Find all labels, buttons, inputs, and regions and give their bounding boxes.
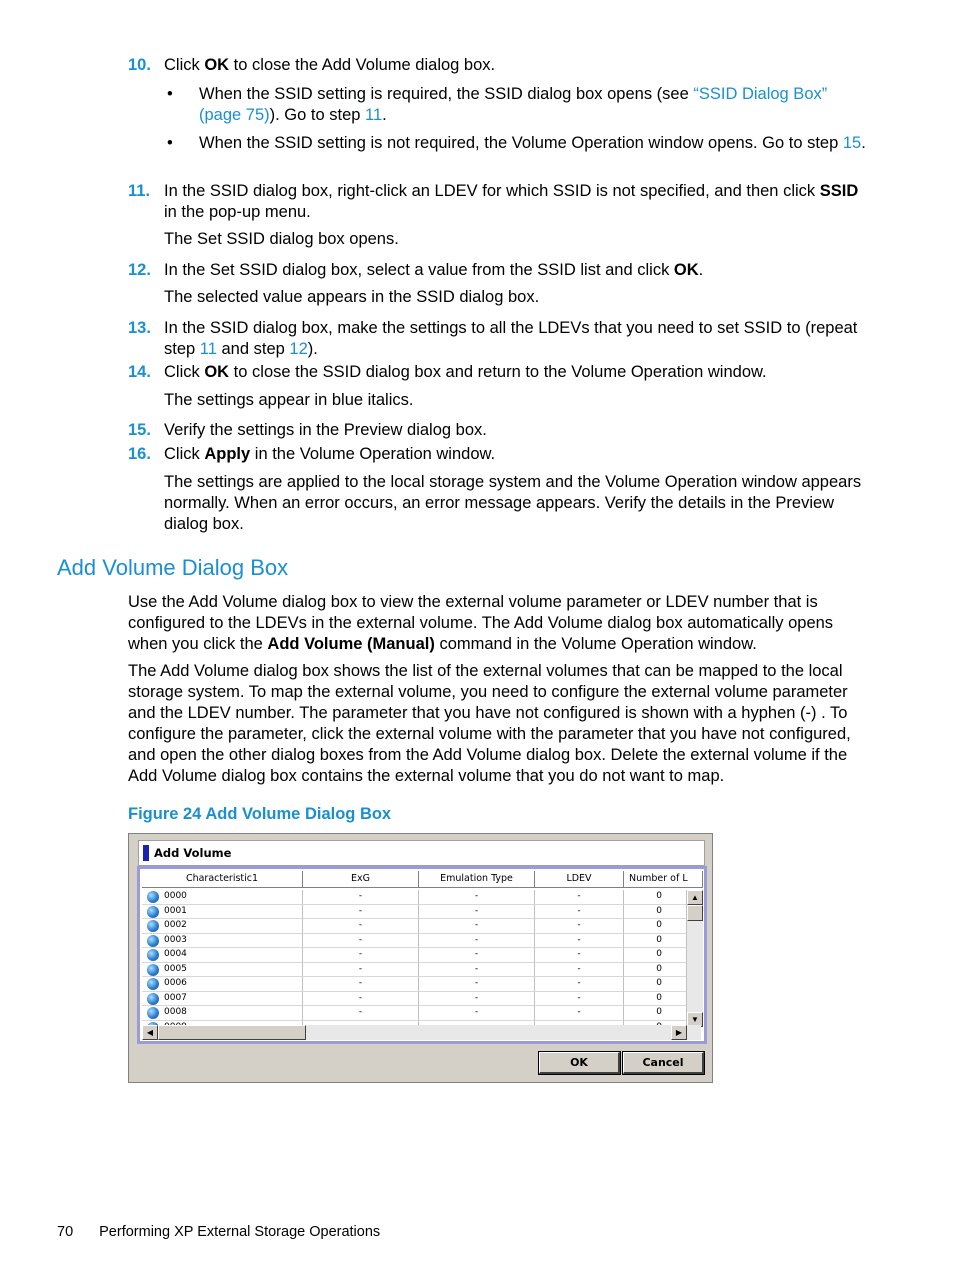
column-header[interactable]: Number of L <box>624 871 703 888</box>
horizontal-scrollbar[interactable] <box>142 1025 701 1040</box>
table-row[interactable] <box>142 992 703 1007</box>
dialog-title-bar <box>138 840 705 866</box>
cell-text: - <box>474 949 479 959</box>
cell-text: - <box>474 905 479 916</box>
cell-text: - <box>358 934 363 945</box>
scroll-right-icon[interactable]: ▶ <box>671 1025 687 1040</box>
step-number: 10. <box>128 56 151 74</box>
cell-text: 0 <box>656 1007 662 1017</box>
cell-text: - <box>577 891 581 901</box>
column-header[interactable]: Characteristic1 <box>142 871 303 888</box>
table-cell <box>142 905 303 920</box>
cell-text: - <box>358 891 363 901</box>
cell-text: 0006 <box>164 978 187 988</box>
step-text: In the SSID dialog box, make the settings to all the LDEVs that you need to set SSID to (repeat step 11 and step 12). <box>164 319 858 358</box>
table-cell <box>535 977 624 992</box>
table-cell <box>303 948 419 963</box>
cell-text: - <box>577 949 581 959</box>
cell-text: - <box>358 1007 363 1017</box>
cell-text: 0 <box>656 905 662 916</box>
step-number: 11. <box>128 182 151 200</box>
step-note: The selected value appears in the SSID dialog box. <box>164 288 540 306</box>
scroll-thumb[interactable] <box>158 1025 306 1040</box>
cell-text: 0 <box>656 978 662 988</box>
table-row[interactable] <box>142 963 703 978</box>
step-text: Verify the settings in the Preview dialog box. <box>164 421 487 439</box>
table-cell <box>419 890 535 905</box>
cell-text: - <box>577 963 581 974</box>
step-number: 13. <box>128 319 151 337</box>
step-number: 14. <box>128 363 151 381</box>
step-text: Click Apply in the Volume Operation window. <box>164 445 496 463</box>
cell-text: 0 <box>656 949 662 959</box>
step-number: 16. <box>128 445 151 463</box>
cancel-button[interactable]: Cancel <box>623 1052 704 1074</box>
table-cell <box>419 934 535 949</box>
vertical-scrollbar[interactable] <box>687 890 703 1027</box>
cell-text: - <box>358 963 363 974</box>
bullet-icon: • <box>167 134 173 152</box>
step-number: 12. <box>128 261 151 279</box>
figure-caption: Figure 24 Add Volume Dialog Box <box>128 805 392 823</box>
table-row[interactable] <box>142 1006 703 1021</box>
step-link[interactable]: 11 <box>365 106 383 124</box>
table-cell <box>624 992 687 1007</box>
table-row[interactable] <box>142 948 703 963</box>
table-cell <box>303 963 419 978</box>
volume-globe-icon <box>147 920 159 932</box>
page-footer <box>57 1222 380 1243</box>
cell-text: 0 <box>656 934 662 945</box>
column-header[interactable]: LDEV <box>535 871 624 888</box>
table-cell <box>303 1006 419 1021</box>
cell-text: - <box>358 978 363 988</box>
table-cell <box>419 919 535 934</box>
volume-table-frame <box>137 866 707 1044</box>
cell-text: - <box>577 1007 581 1017</box>
cell-text: - <box>474 1007 479 1017</box>
cell-text: 0004 <box>164 949 187 959</box>
volume-globe-icon <box>147 993 159 1005</box>
volume-globe-icon <box>147 964 159 976</box>
table-cell <box>624 948 687 963</box>
cell-text: - <box>474 934 479 945</box>
column-header[interactable]: Emulation Type <box>419 871 535 888</box>
table-cell <box>624 905 687 920</box>
table-cell <box>142 992 303 1007</box>
table-cell <box>624 963 687 978</box>
table-cell <box>419 1006 535 1021</box>
cell-text: - <box>577 934 581 945</box>
table-row[interactable] <box>142 890 703 905</box>
volume-globe-icon <box>147 935 159 947</box>
paragraph: The Add Volume dialog box shows the list of the external volumes that can be mapped to the local storage system. To map the external volume, you need to configure the external volume parameter and the LDEV number. The parameter that you have not configured is shown with a hyphen (-) . To configure the parameter, click the external volume with the parameter that you have not configured, and open the other dialog boxes from the Add Volume dialog box. Delete the external volume if the Add Volume dialog box contains the external volume that you do not want to map. <box>128 662 851 785</box>
table-cell <box>535 963 624 978</box>
step-note: The settings are applied to the local storage system and the Volume Operation window appears normally. When an error occurs, an error message appears. Verify the details in the Preview dialog box. <box>164 473 862 533</box>
bullet-icon: • <box>167 85 173 103</box>
cell-text: - <box>358 905 363 916</box>
volume-globe-icon <box>147 1007 159 1019</box>
table-row[interactable] <box>142 919 703 934</box>
step-text: In the Set SSID dialog box, select a value from the SSID list and click OK. <box>164 261 704 279</box>
table-cell <box>303 992 419 1007</box>
table-cell <box>535 919 624 934</box>
cell-text: - <box>474 891 479 901</box>
cell-text: - <box>474 920 479 930</box>
table-cell <box>419 977 535 992</box>
cell-text: - <box>474 992 479 1003</box>
ok-button[interactable]: OK <box>539 1052 620 1074</box>
title-marker <box>143 845 149 861</box>
section-heading: Add Volume Dialog Box <box>57 555 289 580</box>
table-cell <box>624 1006 687 1021</box>
volume-globe-icon <box>147 906 159 918</box>
table-cell <box>535 1006 624 1021</box>
scroll-down-icon[interactable]: ▼ <box>687 1012 703 1027</box>
table-cell <box>535 905 624 920</box>
table-cell <box>142 934 303 949</box>
volume-globe-icon <box>147 949 159 961</box>
table-cell <box>303 905 419 920</box>
scroll-thumb[interactable] <box>687 905 703 921</box>
table-cell <box>624 934 687 949</box>
table-row[interactable] <box>142 905 703 920</box>
volume-globe-icon <box>147 978 159 990</box>
table-cell <box>419 905 535 920</box>
step-text: Click OK to close the Add Volume dialog box. <box>164 56 496 74</box>
table-cell <box>624 890 687 905</box>
table-row[interactable] <box>142 977 703 992</box>
table-cell <box>624 977 687 992</box>
cell-text: - <box>577 992 581 1003</box>
ssid-dialog-link[interactable]: “SSID Dialog Box” (page 75) <box>199 85 828 124</box>
table-cell <box>303 919 419 934</box>
step-note: The Set SSID dialog box opens. <box>164 230 399 248</box>
cell-text: - <box>577 920 581 930</box>
scroll-up-icon[interactable]: ▲ <box>687 890 703 905</box>
cell-text: - <box>474 978 479 988</box>
step-note: The settings appear in blue italics. <box>164 391 414 409</box>
table-cell <box>303 890 419 905</box>
table-cell <box>142 890 303 905</box>
table-cell <box>419 963 535 978</box>
step-link[interactable]: 15 <box>842 134 862 152</box>
volume-globe-icon <box>147 891 159 903</box>
cell-text: 0002 <box>164 920 187 930</box>
table-cell <box>624 919 687 934</box>
scroll-left-icon[interactable]: ◀ <box>142 1025 158 1040</box>
footer-title: Performing XP External Storage Operations <box>99 1224 381 1240</box>
cell-text: 0 <box>656 891 662 901</box>
table-cell <box>142 1006 303 1021</box>
table-cell <box>303 977 419 992</box>
cell-text: 0000 <box>164 891 187 901</box>
table-cell <box>535 890 624 905</box>
table-cell <box>142 948 303 963</box>
cell-text: 0007 <box>164 992 187 1003</box>
cell-text: - <box>358 949 363 959</box>
table-cell <box>535 992 624 1007</box>
cell-text: - <box>577 905 581 916</box>
cell-text: - <box>358 992 363 1003</box>
cell-text: 0 <box>656 920 662 930</box>
table-cell <box>419 948 535 963</box>
column-header[interactable]: ExG <box>303 871 419 888</box>
step-link[interactable]: 11 <box>199 340 217 358</box>
table-cell <box>142 963 303 978</box>
step-number: 15. <box>128 421 151 439</box>
dialog-title: Add Volume <box>154 846 232 860</box>
bullet-text: When the SSID setting is not required, the Volume Operation window opens. Go to step 15. <box>199 134 866 152</box>
cell-text: 0 <box>656 963 662 974</box>
cell-text: 0 <box>656 992 662 1003</box>
cell-text: 0001 <box>164 905 187 916</box>
cell-text: 0005 <box>164 963 187 974</box>
table-cell <box>535 948 624 963</box>
table-cell <box>303 934 419 949</box>
cell-text: - <box>358 920 363 930</box>
cell-text: 0008 <box>164 1007 187 1017</box>
table-row[interactable] <box>142 934 703 949</box>
cell-text: 0003 <box>164 934 187 945</box>
paragraph: Use the Add Volume dialog box to view the external volume parameter or LDEV number that is configured to the LDEVs in the external volume. The Add Volume dialog box automatically opens when you click the Add Volume (Manual) command in the Volume Operation window. <box>128 593 834 653</box>
volume-table <box>142 871 703 1025</box>
table-cell <box>535 934 624 949</box>
add-volume-dialog <box>128 833 713 1083</box>
table-cell <box>142 919 303 934</box>
cell-text: - <box>474 963 479 974</box>
table-cell <box>419 992 535 1007</box>
step-text: Click OK to close the SSID dialog box and return to the Volume Operation window. <box>164 363 767 381</box>
table-cell <box>142 977 303 992</box>
page-number: 70 <box>57 1224 74 1240</box>
step-text: In the SSID dialog box, right-click an LDEV for which SSID is not specified, and then click SSID in the pop-up menu. <box>164 182 859 221</box>
cell-text: - <box>577 978 581 988</box>
bullet-text: When the SSID setting is required, the SSID dialog box opens (see “SSID Dialog Box” (page 75)). Go to step 11. <box>199 85 828 124</box>
step-link[interactable]: 12 <box>289 340 308 358</box>
